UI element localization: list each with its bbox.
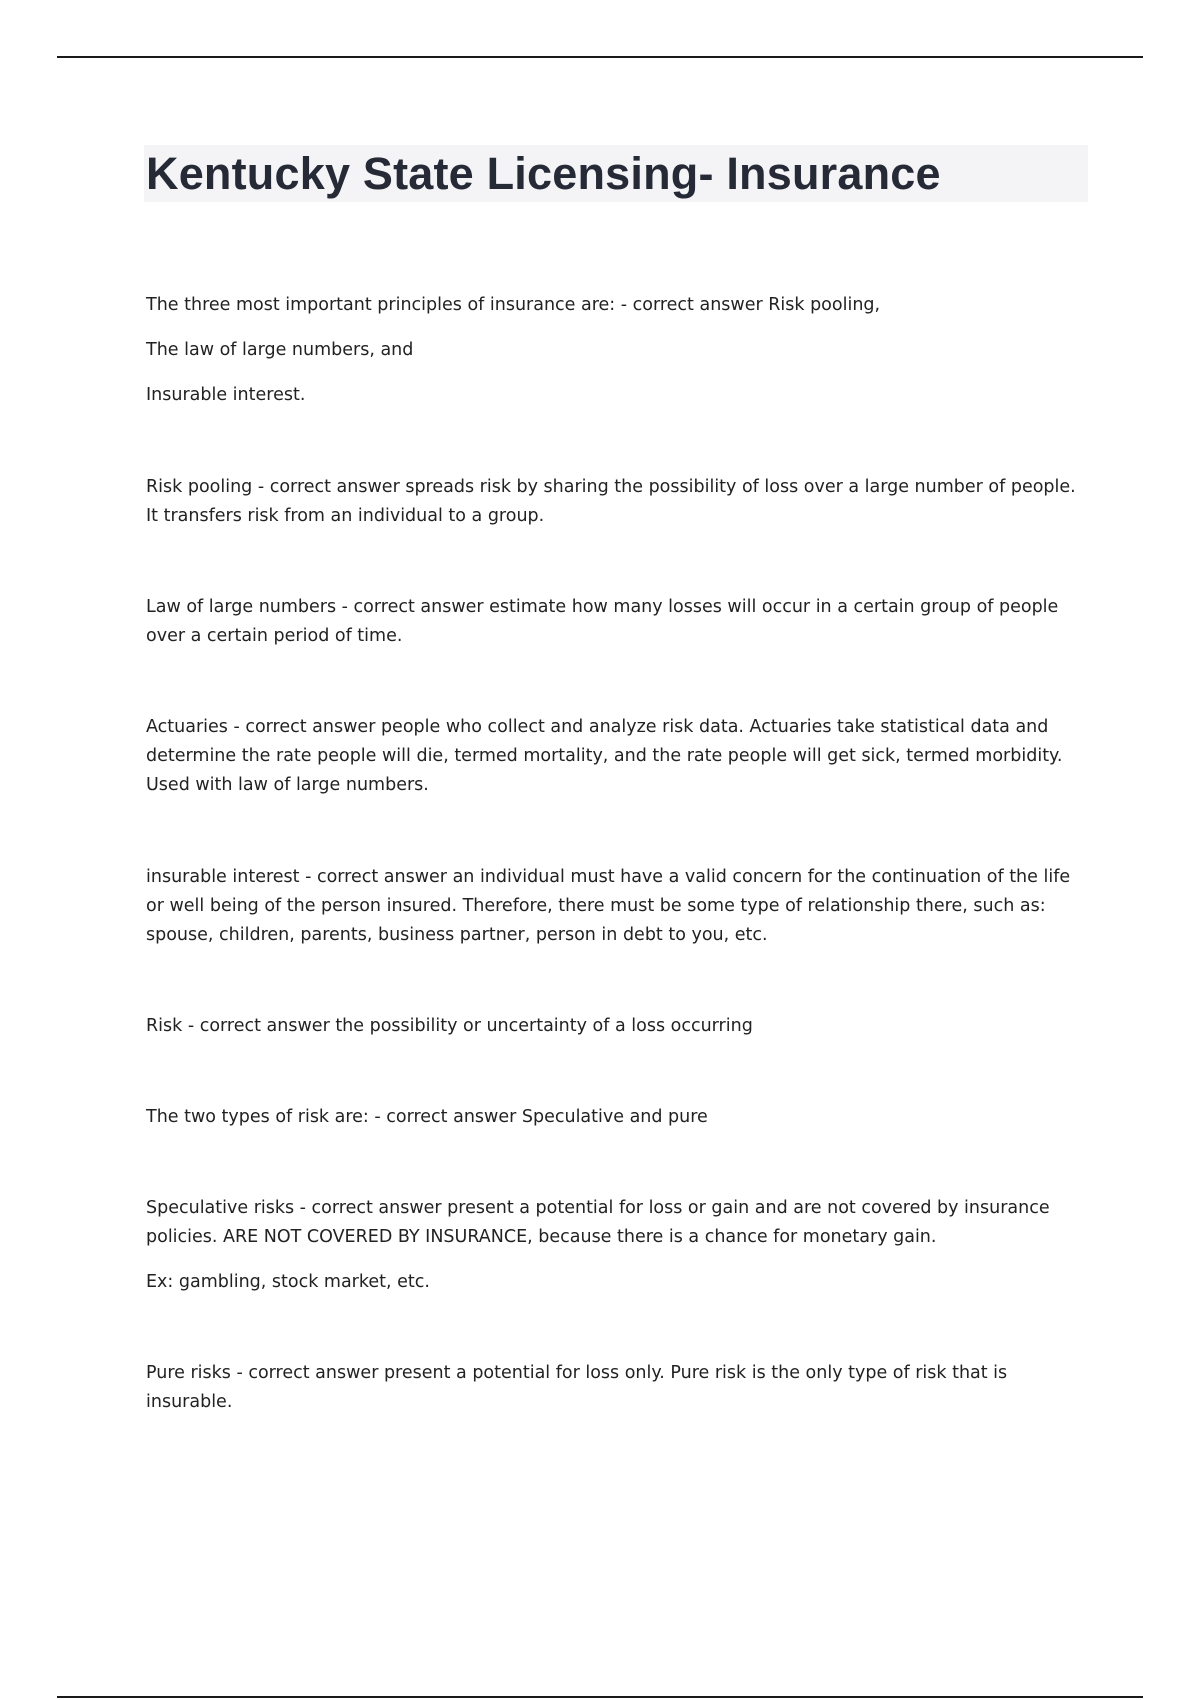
entry-speculative-risks [146, 1194, 1086, 1297]
bottom-rule [57, 1696, 1143, 1698]
entry-paragraph: Insurable interest. [146, 385, 306, 405]
entry-risk [146, 1012, 1086, 1041]
entry-paragraph: Risk - correct answer the possibility or uncertainty of a loss occurring [146, 1016, 753, 1036]
entry-actuaries [146, 713, 1086, 800]
entry-principles [146, 291, 1086, 410]
entry-paragraph: Speculative risks - correct answer present a potential for loss or gain and are not covered by insurance policies. ARE NOT COVERED BY INSURANCE, because there is a chance for monetary gain. [146, 1198, 1050, 1247]
entry-law-of-large-numbers [146, 593, 1086, 651]
page-title: Kentucky State Licensing- Insurance [146, 148, 941, 199]
entry-types-of-risk [146, 1103, 1086, 1132]
entry-paragraph: The law of large numbers, and [146, 340, 414, 360]
entry-paragraph: Pure risks - correct answer present a potential for loss only. Pure risk is the only type of risk that is insurable. [146, 1363, 1008, 1412]
entry-paragraph: Ex: gambling, stock market, etc. [146, 1272, 430, 1292]
entry-paragraph: The three most important principles of insurance are: - correct answer Risk pooling, [146, 295, 881, 315]
entry-paragraph: Actuaries - correct answer people who collect and analyze risk data. Actuaries take statistical data and determine the rate people will die, termed mortality, and the rate people will get sick, termed morbidity. Used with law of large numbers. [146, 717, 1063, 795]
entry-paragraph: Law of large numbers - correct answer estimate how many losses will occur in a certain group of people over a certain period of time. [146, 597, 1059, 646]
top-rule [57, 56, 1143, 58]
entry-insurable-interest [146, 863, 1086, 950]
entry-paragraph: The two types of risk are: - correct answer Speculative and pure [146, 1107, 708, 1127]
entry-paragraph: Risk pooling - correct answer spreads risk by sharing the possibility of loss over a large number of people. It transfers risk from an individual to a group. [146, 477, 1076, 526]
entry-risk-pooling [146, 473, 1086, 531]
entry-paragraph: insurable interest - correct answer an individual must have a valid concern for the continuation of the life or well being of the person insured. Therefore, there must be some type of relationship there, such as: spouse, children, parents, business partner, person in debt to you, etc. [146, 867, 1071, 945]
entry-pure-risks [146, 1359, 1086, 1417]
